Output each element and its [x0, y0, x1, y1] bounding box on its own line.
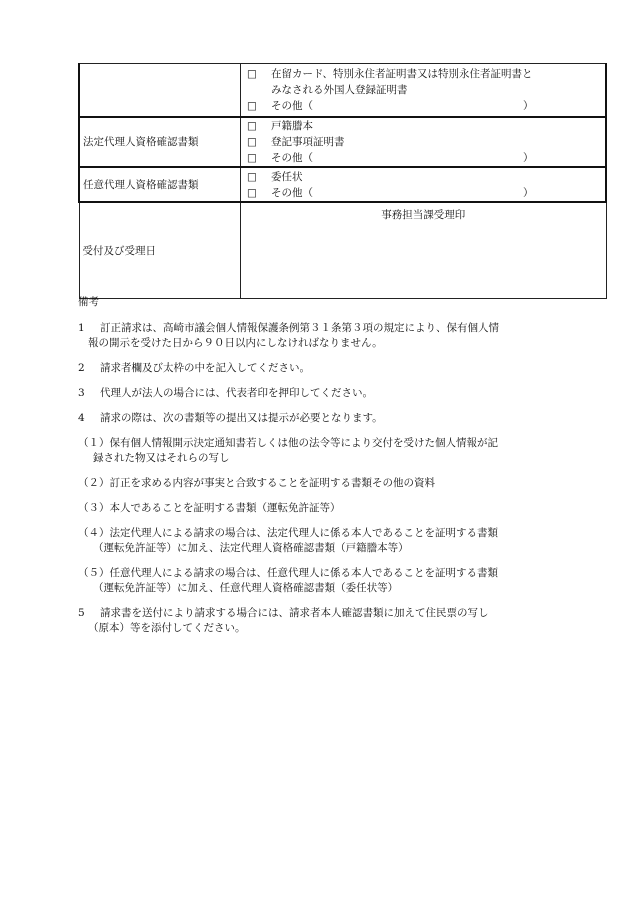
sub-note-text: 法定代理人による請求の場合は、法定代理人に係る本人であることを証明する書類 — [109, 527, 498, 539]
note-sub-item — [78, 566, 603, 596]
reception-date-label: 受付及び受理日 — [82, 244, 156, 257]
note-item — [78, 386, 603, 401]
note-number: 1 — [78, 322, 85, 334]
sub-note-text-cont: （運転免許証等）に加え、法定代理人資格確認書類（戸籍謄本等） — [93, 542, 409, 554]
checkbox-icon[interactable]: □ — [247, 186, 257, 199]
sub-note-number: （４） — [78, 527, 110, 539]
option-label-cont: みなされる外国人登録証明書 — [271, 84, 408, 96]
other-close: ） — [523, 152, 534, 164]
row2-options-cell — [241, 117, 607, 167]
checkbox-icon[interactable]: □ — [247, 136, 257, 148]
sub-note-text: 任意代理人による請求の場合は、任意代理人に係る本人であることを証明する書類 — [109, 567, 498, 579]
other-open: その他（ — [271, 152, 313, 164]
note-number: 2 — [78, 362, 85, 374]
note-sub-item — [78, 436, 603, 466]
row4-label-cell — [79, 202, 241, 299]
sub-note-text-cont: （運転免許証等）に加え、任意代理人資格確認書類（委任状等） — [93, 582, 399, 594]
table-row-resident-card — [79, 64, 606, 118]
option-other[interactable] — [241, 98, 605, 114]
note-number: 3 — [78, 387, 85, 399]
notes-heading: 備考 — [78, 296, 99, 308]
row1-options-cell — [241, 64, 607, 118]
voluntary-rep-label: 任意代理人資格確認書類 — [83, 178, 199, 191]
checkbox-icon[interactable]: □ — [247, 170, 257, 183]
note-text: 請求書を送付により請求する場合には、請求者本人確認書類に加えて住民票の写し — [100, 607, 489, 619]
notes-section — [78, 295, 603, 646]
other-open: その他（ — [271, 100, 313, 112]
row1-label-cell — [79, 64, 241, 118]
sub-note-text: 本人であることを証明する書類（運転免許証等） — [109, 502, 341, 514]
note-item — [78, 411, 603, 426]
stamp-label: 事務担当課受理印 — [381, 209, 466, 221]
sub-note-text: 保有個人情報開示決定通知書若しくは他の法令等により交付を受けた個人情報が記 — [109, 437, 498, 449]
option-label: 委任状 — [271, 170, 303, 183]
table-row-voluntary-rep — [79, 167, 606, 202]
sub-note-number: （３） — [78, 502, 110, 514]
option-resident-card[interactable] — [241, 66, 605, 98]
option-label: 在留カード、特別永住者証明書又は特別永住者証明書と — [271, 68, 533, 80]
legal-rep-label: 法定代理人資格確認書類 — [83, 136, 199, 148]
note-sub-item — [78, 526, 603, 556]
row2-label-cell — [79, 117, 241, 167]
row3-options-cell — [241, 167, 607, 202]
table-row-reception — [79, 202, 606, 299]
option-other[interactable] — [241, 150, 605, 166]
option-family-register[interactable] — [241, 118, 605, 134]
note-item — [78, 606, 603, 636]
sub-note-number: （１） — [78, 437, 110, 449]
verification-documents-table — [78, 63, 607, 299]
option-other[interactable] — [241, 185, 605, 201]
stamp-cell[interactable] — [241, 202, 607, 299]
other-open: その他（ — [271, 186, 313, 199]
option-power-of-attorney[interactable] — [241, 169, 605, 185]
other-close: ） — [523, 186, 534, 199]
sub-note-text-cont: 録された物又はそれらの写し — [93, 452, 230, 464]
note-text-cont: （原本）等を添付してください。 — [88, 622, 246, 634]
option-label: 戸籍謄本 — [271, 120, 313, 132]
checkbox-icon[interactable]: □ — [247, 68, 257, 80]
option-label: 登記事項証明書 — [271, 136, 345, 148]
note-sub-item — [78, 476, 603, 491]
note-item — [78, 321, 603, 351]
note-number: 4 — [78, 412, 85, 424]
checkbox-icon[interactable]: □ — [247, 100, 257, 112]
note-text: 請求の際は、次の書類等の提出又は提示が必要となります。 — [100, 412, 383, 424]
note-sub-item — [78, 501, 603, 516]
row3-label-cell — [79, 167, 241, 202]
note-text: 訂正請求は、高崎市議会個人情報保護条例第３１条第３項の規定により、保有個人情 — [100, 322, 499, 334]
sub-note-number: （２） — [78, 477, 110, 489]
checkbox-icon[interactable]: □ — [247, 152, 257, 164]
sub-note-number: （５） — [78, 567, 110, 579]
option-registry-certificate[interactable] — [241, 134, 605, 150]
note-text: 代理人が法人の場合には、代表者印を押印してください。 — [100, 387, 373, 399]
table-row-legal-rep — [79, 117, 606, 167]
note-number: 5 — [78, 607, 85, 619]
checkbox-icon[interactable]: □ — [247, 120, 257, 132]
note-text: 請求者欄及び太枠の中を記入してください。 — [100, 362, 310, 374]
sub-note-text: 訂正を求める内容が事実と合致することを証明する書類その他の資料 — [109, 477, 435, 489]
note-item — [78, 361, 603, 376]
other-close: ） — [523, 100, 534, 112]
note-text-cont: 報の開示を受けた日から９０日以内にしなければなりません。 — [88, 337, 383, 349]
